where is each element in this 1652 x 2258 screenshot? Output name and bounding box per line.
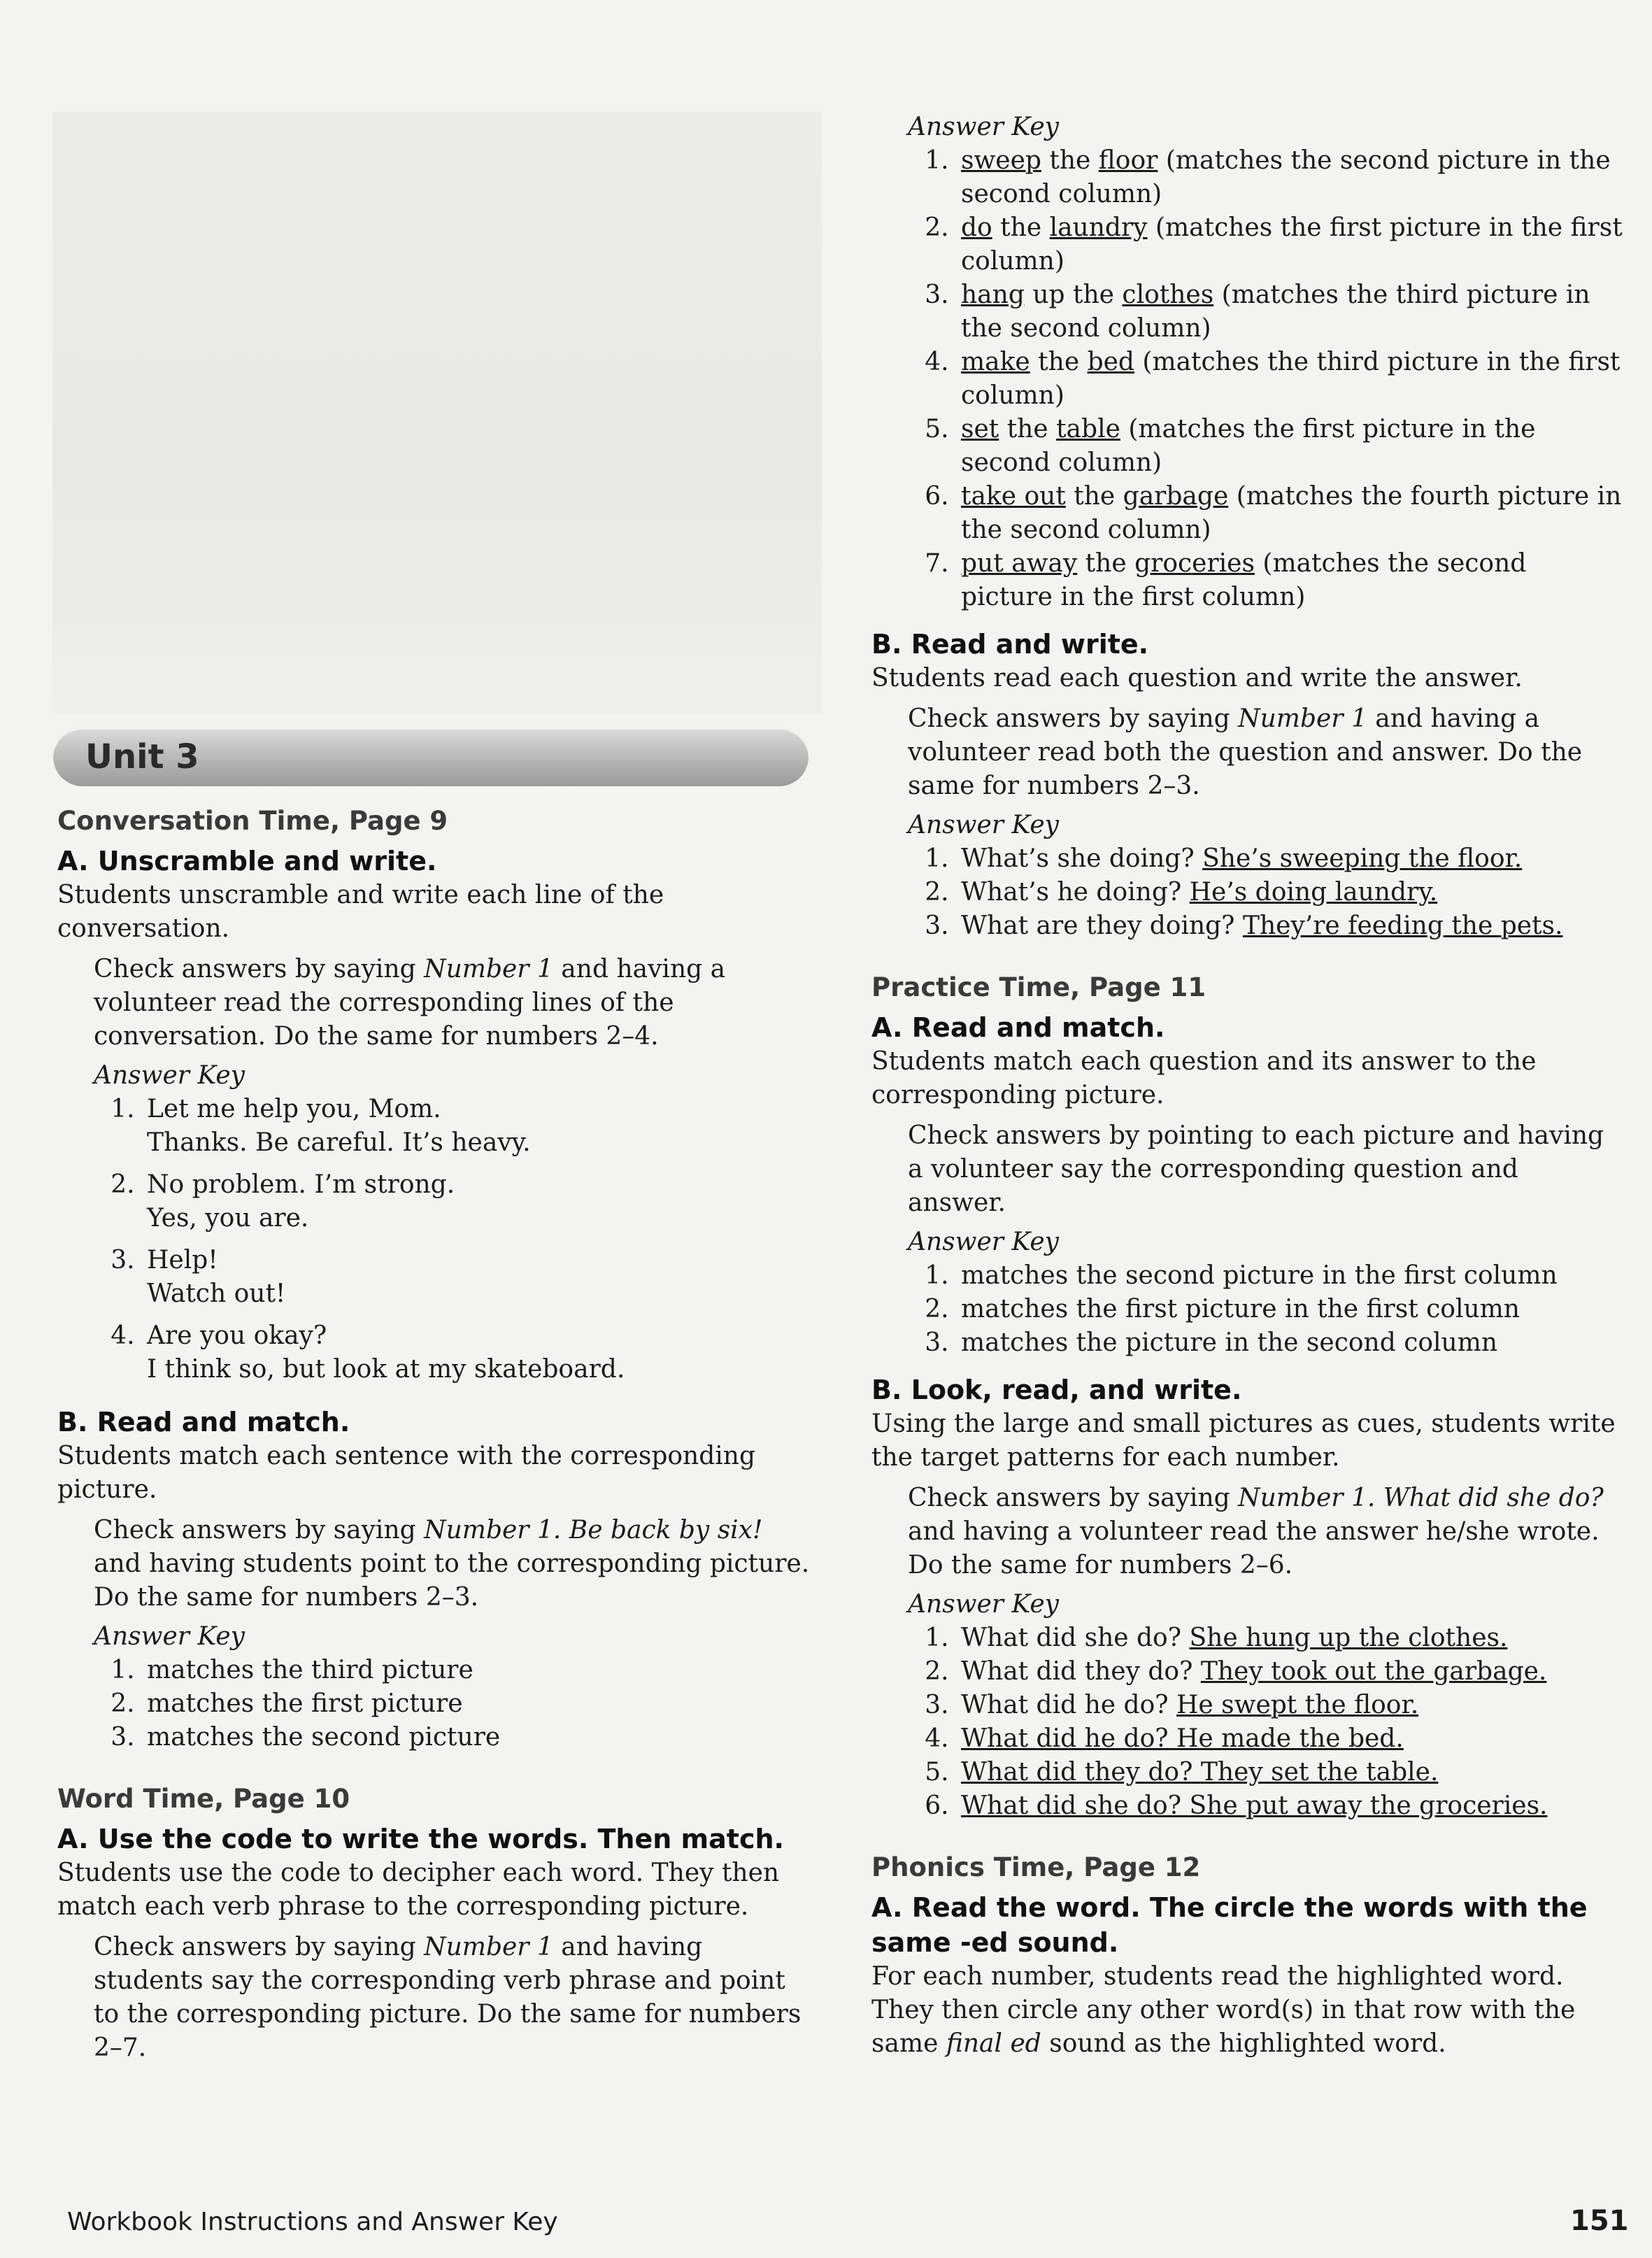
conversation-time-heading: Conversation Time, Page 9 [57, 806, 448, 836]
conv-b-description: Students match each sentence with the corresponding picture. [57, 1442, 756, 1504]
blank-image-area [52, 112, 822, 713]
right-column [871, 111, 1623, 2061]
practice-b-title: B. Look, read, and write. [871, 1375, 1242, 1405]
phonics-time-heading: Phonics Time, Page 12 [871, 1852, 1201, 1882]
conv-a-check: Check answers by saying Number 1 and having a volunteer read the corresponding lines of the conversation. Do the same for numbers 2–4. [94, 955, 726, 1051]
word-time-heading: Word Time, Page 10 [57, 1784, 350, 1814]
list-item: 3. Help! Watch out! [143, 1244, 813, 1311]
list-item: 3. What are they doing? They’re feeding the pets. [957, 909, 1623, 943]
phonics-a-description: For each number, students read the highlighted word. They then circle any other word(s) in that row with the same final ed sound as the highlighted word. [871, 1962, 1576, 2058]
list-item: 5. set the table (matches the first picture in the second column) [957, 413, 1623, 480]
phonics-a-title: A. Read the word. The circle the words with the same -ed sound. [871, 1892, 1588, 1958]
list-item: 2. matches the first picture in the first column [957, 1293, 1623, 1326]
conv-a-description: Students unscramble and write each line of the conversation. [57, 881, 664, 943]
word-a-check: Check answers by saying Number 1 and having students say the corresponding verb phrase and point to the corresponding picture. Do the same for numbers 2–7. [94, 1933, 802, 2062]
practice-b-check: Check answers by saying Number 1. What did she do? and having a volunteer read the answer he/she wrote. Do the same for numbers 2–6. [908, 1484, 1604, 1579]
list-item: 1. What’s she doing? She’s sweeping the floor. [957, 842, 1623, 876]
answer-key-label: Answer Key [908, 1590, 1059, 1619]
word-b-description: Students read each question and write the answer. [871, 664, 1523, 693]
answer-key-label: Answer Key [908, 811, 1059, 839]
left-column [57, 727, 813, 2069]
list-item: 2. do the laundry (matches the first picture in the first column) [957, 211, 1623, 278]
list-item: 2. What’s he doing? He’s doing laundry. [957, 876, 1623, 909]
list-item: 4. make the bed (matches the third picture in the first column) [957, 346, 1623, 413]
word-a-title: A. Use the code to write the words. Then match. [57, 1824, 784, 1854]
list-item: 6. What did she do? She put away the groceries. [957, 1789, 1623, 1823]
unit-title: Unit 3 [85, 737, 199, 776]
list-item: 1. What did she do? She hung up the clothes. [957, 1621, 1623, 1655]
answer-key-label: Answer Key [94, 1061, 245, 1090]
footer-label: Workbook Instructions and Answer Key [67, 2208, 558, 2236]
word-a-description: Students use the code to decipher each word. They then match each verb phrase to the corresponding picture. [57, 1859, 780, 1921]
practice-b-description: Using the large and small pictures as cues, students write the target patterns for each number. [871, 1410, 1616, 1472]
list-item: 1. Let me help you, Mom. Thanks. Be careful. It’s heavy. [143, 1093, 813, 1160]
list-item: 1. sweep the floor (matches the second picture in the second column) [957, 144, 1623, 211]
list-item: 2. No problem. I’m strong. Yes, you are. [143, 1168, 813, 1235]
list-item: 2. What did they do? They took out the garbage. [957, 1655, 1623, 1689]
practice-time-heading: Practice Time, Page 11 [871, 972, 1206, 1002]
practice-b-answer-list [908, 1621, 1623, 1823]
conv-b-answer-list [94, 1654, 813, 1754]
list-item: 2. matches the first picture [143, 1687, 813, 1721]
conv-b-title: B. Read and match. [57, 1407, 350, 1437]
list-item: 1. matches the second picture in the first column [957, 1259, 1623, 1293]
conv-a-answer-list [94, 1093, 813, 1386]
practice-a-title: A. Read and match. [871, 1012, 1165, 1043]
list-item: 3. What did he do? He swept the floor. [957, 1689, 1623, 1722]
answer-key-label: Answer Key [908, 1228, 1059, 1256]
list-item: 1. matches the third picture [143, 1654, 813, 1687]
list-item: 4. Are you okay? I think so, but look at my skateboard. [143, 1319, 813, 1386]
word-b-check: Check answers by saying Number 1 and having a volunteer read both the question and answer. Do the same for numbers 2–3. [908, 704, 1583, 800]
answer-key-label: Answer Key [908, 113, 1059, 141]
list-item: 5. What did they do? They set the table. [957, 1756, 1623, 1789]
word-b-title: B. Read and write. [871, 629, 1149, 660]
word-b-answer-list [908, 842, 1623, 943]
conv-b-check: Check answers by saying Number 1. Be back by six! and having students point to the corresponding picture. Do the same for numbers 2–3. [94, 1516, 810, 1612]
word-a-answer-list [908, 144, 1623, 614]
list-item: 4. What did he do? He made the bed. [957, 1722, 1623, 1756]
list-item: 7. put away the groceries (matches the second picture in the first column) [957, 547, 1623, 614]
conv-a-title: A. Unscramble and write. [57, 846, 437, 876]
unit-banner [53, 727, 809, 786]
practice-a-answer-list [908, 1259, 1623, 1360]
list-item: 3. hang up the clothes (matches the third picture in the second column) [957, 278, 1623, 346]
page-number: 151 [1570, 2205, 1629, 2237]
list-item: 3. matches the picture in the second column [957, 1326, 1623, 1360]
practice-a-description: Students match each question and its answer to the corresponding picture. [871, 1047, 1537, 1109]
answer-key-label: Answer Key [94, 1622, 245, 1651]
list-item: 3. matches the second picture [143, 1721, 813, 1754]
list-item: 6. take out the garbage (matches the fourth picture in the second column) [957, 480, 1623, 547]
practice-a-check: Check answers by pointing to each picture and having a volunteer say the corresponding question and answer. [908, 1121, 1604, 1217]
